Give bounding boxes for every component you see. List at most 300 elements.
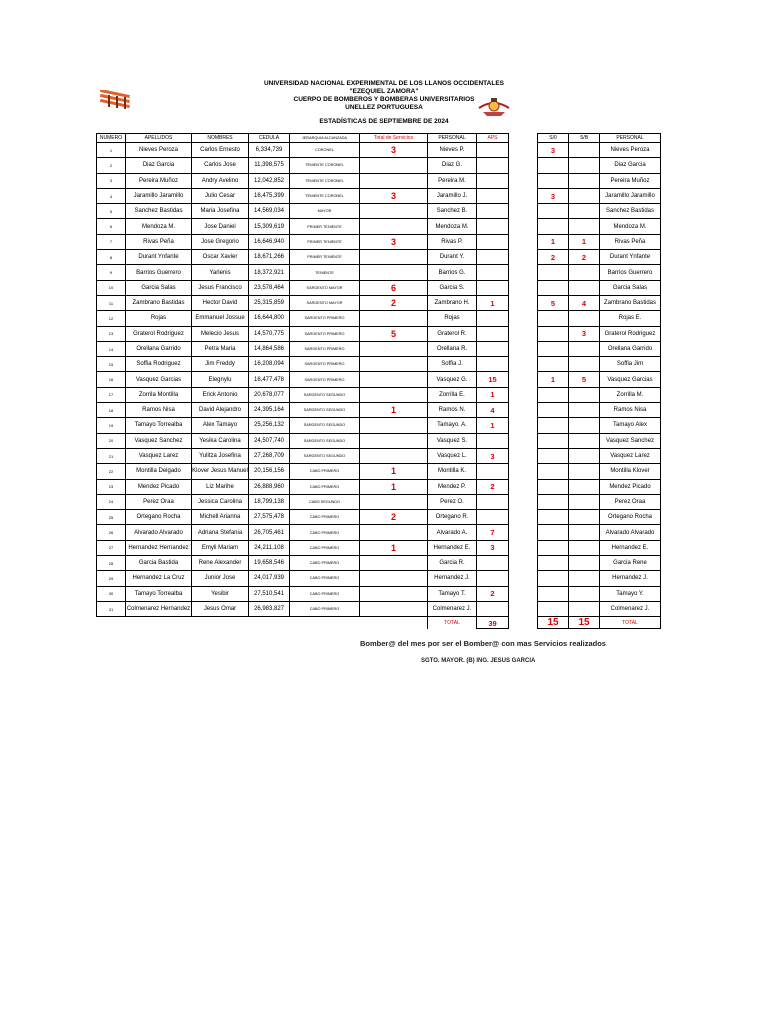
row-nombres: Maria Josefina: [192, 204, 249, 219]
side-total-sb: 15: [569, 617, 600, 629]
table-row: [97, 219, 509, 234]
side-personal: Orellana Garrido: [600, 341, 661, 356]
row-cedula: 16,208,094: [249, 357, 290, 372]
side-row: [538, 403, 661, 418]
row-nombres: Jesus Omar: [192, 601, 249, 616]
side-row: [538, 571, 661, 586]
row-nombres: Erick Antonio: [192, 387, 249, 402]
row-personal: Mendez P.: [428, 479, 477, 494]
row-apellidos: Rivas Peña: [126, 234, 192, 249]
side-so: 1: [538, 234, 569, 249]
side-sb: [569, 479, 600, 494]
row-aps: 3: [477, 540, 509, 555]
row-apellidos: Colmenarez Hernandez: [126, 601, 192, 616]
table-row: [97, 250, 509, 265]
row-aps: [477, 571, 509, 586]
side-personal: Zorrilla M.: [600, 387, 661, 402]
row-personal: Tamayo T.: [428, 586, 477, 601]
side-sb: [569, 448, 600, 463]
row-number: 29: [97, 571, 126, 586]
row-personal: Jaramillo J.: [428, 188, 477, 203]
row-apellidos: Tamayo Torrealba: [126, 418, 192, 433]
row-personal: Zambrano H.: [428, 295, 477, 310]
row-total-servicios: [360, 158, 428, 173]
table-row: [97, 403, 509, 418]
side-sb: [569, 265, 600, 280]
row-nombres: Jesus Francisco: [192, 280, 249, 295]
side-row: [538, 525, 661, 540]
row-cedula: 18,799,138: [249, 494, 290, 509]
row-jerarquia: TENIENTE CORONEL: [290, 188, 360, 203]
row-apellidos: Rojas: [126, 311, 192, 326]
side-personal: Rojas E.: [600, 311, 661, 326]
row-personal: Rojas: [428, 311, 477, 326]
table-row: [97, 494, 509, 509]
row-cedula: 12,042,852: [249, 173, 290, 188]
row-jerarquia: CORONEL: [290, 143, 360, 158]
side-so: [538, 464, 569, 479]
row-aps: [477, 204, 509, 219]
side-so: [538, 601, 569, 616]
row-total-servicios: [360, 433, 428, 448]
table-row: [97, 265, 509, 280]
side-row: [538, 479, 661, 494]
row-jerarquia: CABO PRIMERO: [290, 525, 360, 540]
row-number: 21: [97, 448, 126, 463]
row-aps: [477, 464, 509, 479]
row-total-servicios: 1: [360, 464, 428, 479]
row-jerarquia: PRIMER TENIENTE: [290, 234, 360, 249]
empty-cell: [192, 617, 249, 629]
row-cedula: 16,646,940: [249, 234, 290, 249]
row-cedula: 26,705,461: [249, 525, 290, 540]
row-nombres: Julio Cesar: [192, 188, 249, 203]
row-total-servicios: 5: [360, 326, 428, 341]
side-row: [538, 372, 661, 387]
table-row: [97, 280, 509, 295]
col-header-numero: NUMERO: [97, 134, 126, 143]
row-jerarquia: CABO PRIMERO: [290, 571, 360, 586]
row-cedula: 14,570,775: [249, 326, 290, 341]
row-cedula: 19,658,546: [249, 556, 290, 571]
row-cedula: 15,309,619: [249, 219, 290, 234]
row-cedula: 27,510,541: [249, 586, 290, 601]
row-number: 10: [97, 280, 126, 295]
side-so: 3: [538, 143, 569, 158]
side-row: [538, 433, 661, 448]
side-sb: [569, 494, 600, 509]
row-apellidos: Jaramillo Jaramillo: [126, 188, 192, 203]
side-sb: [569, 143, 600, 158]
row-jerarquia: SARGENTO PRIMERO: [290, 311, 360, 326]
side-personal: Vasquez Sanchez: [600, 433, 661, 448]
side-row: [538, 464, 661, 479]
row-total-servicios: 3: [360, 234, 428, 249]
side-so: [538, 540, 569, 555]
row-nombres: Liz Marihe: [192, 479, 249, 494]
side-personal: Tamayo Y.: [600, 586, 661, 601]
row-aps: [477, 250, 509, 265]
side-so: 3: [538, 188, 569, 203]
row-aps: [477, 311, 509, 326]
row-number: 31: [97, 601, 126, 616]
side-so: [538, 311, 569, 326]
side-row: [538, 295, 661, 310]
table-row: [97, 188, 509, 203]
row-total-servicios: 1: [360, 540, 428, 555]
row-number: 9: [97, 265, 126, 280]
side-sb: [569, 571, 600, 586]
row-aps: 3: [477, 448, 509, 463]
side-row: [538, 601, 661, 616]
side-so: [538, 158, 569, 173]
row-nombres: David Alejandro: [192, 403, 249, 418]
side-so: [538, 204, 569, 219]
fire-department-logo-icon: [98, 90, 134, 110]
row-aps: [477, 158, 509, 173]
table-row: [97, 341, 509, 356]
row-aps: [477, 601, 509, 616]
side-sb: [569, 311, 600, 326]
row-jerarquia: CABO PRIMERO: [290, 601, 360, 616]
row-nombres: Michell Arianna: [192, 510, 249, 525]
row-jerarquia: TENIENTE: [290, 265, 360, 280]
row-aps: 4: [477, 403, 509, 418]
row-nombres: Melecio Jesus: [192, 326, 249, 341]
row-nombres: Carlos Ernesto: [192, 143, 249, 158]
side-personal: Tamayo Alex: [600, 418, 661, 433]
row-total-servicios: [360, 601, 428, 616]
side-personal: Alvarado Alvarado: [600, 525, 661, 540]
side-sb: 1: [569, 234, 600, 249]
row-apellidos: Tamayo Torrealba: [126, 586, 192, 601]
row-nombres: Yulitza Josefina: [192, 448, 249, 463]
side-so: [538, 265, 569, 280]
row-aps: [477, 556, 509, 571]
row-number: 25: [97, 510, 126, 525]
row-cedula: 18,372,921: [249, 265, 290, 280]
row-jerarquia: SARGENTO SEGUNDO: [290, 403, 360, 418]
side-summary-table: [537, 133, 661, 629]
col-header-nombres: NOMBRES: [192, 134, 249, 143]
side-sb: [569, 556, 600, 571]
side-row: [538, 204, 661, 219]
row-personal: Graterol R.: [428, 326, 477, 341]
row-number: 4: [97, 188, 126, 203]
side-personal: Perez Oraa: [600, 494, 661, 509]
row-total-servicios: [360, 219, 428, 234]
side-personal: Pereira Muñoz: [600, 173, 661, 188]
side-sb: [569, 403, 600, 418]
row-personal: Diaz G.: [428, 158, 477, 173]
row-total-servicios: [360, 204, 428, 219]
side-row: [538, 173, 661, 188]
table-row: [97, 556, 509, 571]
side-row: [538, 250, 661, 265]
side-personal: Zambrano Bastidas: [600, 295, 661, 310]
side-sb: 3: [569, 326, 600, 341]
side-personal: Vasquez Garcias: [600, 372, 661, 387]
row-apellidos: Diaz Garcia: [126, 158, 192, 173]
total-row: [97, 617, 509, 629]
row-jerarquia: TENIENTE CORONEL: [290, 158, 360, 173]
row-personal: Garcia R.: [428, 556, 477, 571]
row-aps: [477, 357, 509, 372]
row-cedula: 24,395,164: [249, 403, 290, 418]
side-row: [538, 387, 661, 402]
row-apellidos: Ortegano Rocha: [126, 510, 192, 525]
row-number: 16: [97, 372, 126, 387]
side-so: 1: [538, 372, 569, 387]
row-aps: [477, 326, 509, 341]
row-apellidos: Zorrila Montilla: [126, 387, 192, 402]
row-total-servicios: 3: [360, 188, 428, 203]
row-cedula: 14,864,586: [249, 341, 290, 356]
row-jerarquia: SARGENTO SEGUNDO: [290, 433, 360, 448]
row-personal: Soffia J.: [428, 357, 477, 372]
empty-cell: [126, 617, 192, 629]
row-total-servicios: 1: [360, 479, 428, 494]
row-jerarquia: MAYOR: [290, 204, 360, 219]
side-sb: [569, 464, 600, 479]
row-number: 2: [97, 158, 126, 173]
row-aps: [477, 510, 509, 525]
col-header-jerarquia: JERARQUIA ALCANZADA: [290, 134, 360, 143]
side-row: [538, 280, 661, 295]
table-row: [97, 464, 509, 479]
side-so: [538, 357, 569, 372]
row-jerarquia: CABO PRIMERO: [290, 586, 360, 601]
table-row: [97, 387, 509, 402]
row-number: 6: [97, 219, 126, 234]
row-personal: Durant Y.: [428, 250, 477, 265]
total-aps: 39: [477, 617, 509, 629]
row-jerarquia: CABO PRIMERO: [290, 540, 360, 555]
side-row: [538, 326, 661, 341]
row-apellidos: Graterol Rodriguez: [126, 326, 192, 341]
side-sb: [569, 433, 600, 448]
side-sb: [569, 525, 600, 540]
row-number: 3: [97, 173, 126, 188]
side-row: [538, 357, 661, 372]
row-personal: Hernandez J.: [428, 571, 477, 586]
row-aps: 1: [477, 295, 509, 310]
side-so: [538, 433, 569, 448]
row-apellidos: Sanchez Bastidas: [126, 204, 192, 219]
table-row: [97, 295, 509, 310]
row-apellidos: Durant Ynfante: [126, 250, 192, 265]
table-row: [97, 433, 509, 448]
table-row: [97, 143, 509, 158]
side-row: [538, 265, 661, 280]
row-number: 12: [97, 311, 126, 326]
side-sb: [569, 357, 600, 372]
row-total-servicios: [360, 556, 428, 571]
row-aps: [477, 265, 509, 280]
row-total-servicios: [360, 311, 428, 326]
side-so: [538, 586, 569, 601]
side-sb: 4: [569, 295, 600, 310]
row-total-servicios: 2: [360, 295, 428, 310]
table-row: [97, 158, 509, 173]
side-sb: [569, 341, 600, 356]
row-total-servicios: [360, 341, 428, 356]
row-nombres: Petra Maria: [192, 341, 249, 356]
row-personal: Alvarado A.: [428, 525, 477, 540]
row-cedula: 24,017,939: [249, 571, 290, 586]
side-personal: Garcia Rene: [600, 556, 661, 571]
side-so: [538, 387, 569, 402]
row-cedula: 16,644,800: [249, 311, 290, 326]
side-row: [538, 510, 661, 525]
side-personal: Montilla Klover: [600, 464, 661, 479]
row-total-servicios: [360, 250, 428, 265]
row-total-servicios: 1: [360, 403, 428, 418]
row-personal: Zorrilla E.: [428, 387, 477, 402]
footer-note: Bomber@ del mes por ser el Bomber@ con mas Servicios realizados: [360, 639, 606, 648]
row-total-servicios: 2: [360, 510, 428, 525]
side-personal: Hernandez J.: [600, 571, 661, 586]
row-aps: [477, 341, 509, 356]
side-personal: Mendez Picado: [600, 479, 661, 494]
side-personal: Vasquez Larez: [600, 448, 661, 463]
row-nombres: Adriana Stefania: [192, 525, 249, 540]
side-personal: Soffia Jim: [600, 357, 661, 372]
side-so: [538, 341, 569, 356]
col-header-total-servicios: Total de Servicios: [360, 134, 428, 143]
side-sb: [569, 280, 600, 295]
row-apellidos: Soffia Rodriguez: [126, 357, 192, 372]
row-total-servicios: 3: [360, 143, 428, 158]
row-aps: [477, 143, 509, 158]
col-header-sb: S/B: [569, 134, 600, 143]
row-personal: Ramos N.: [428, 403, 477, 418]
side-sb: [569, 586, 600, 601]
row-apellidos: Montilla Delgado: [126, 464, 192, 479]
row-personal: Hernandez E.: [428, 540, 477, 555]
side-sb: 2: [569, 250, 600, 265]
row-apellidos: Barrios Guerrero: [126, 265, 192, 280]
row-jerarquia: CABO PRIMERO: [290, 479, 360, 494]
row-jerarquia: PRIMER TENIENTE: [290, 250, 360, 265]
side-so: [538, 173, 569, 188]
row-apellidos: Hernandez Hernandez: [126, 540, 192, 555]
row-nombres: Jose Daniel: [192, 219, 249, 234]
row-jerarquia: CABO SEGUNDO: [290, 494, 360, 509]
row-apellidos: Ramos Nisa: [126, 403, 192, 418]
side-personal: Jaramillo Jaramillo: [600, 188, 661, 203]
row-personal: Perez O.: [428, 494, 477, 509]
row-apellidos: Hernandez La Cruz: [126, 571, 192, 586]
report-title: ESTADÍSTICAS DE SEPTIEMBRE DE 2024: [319, 118, 449, 125]
row-number: 19: [97, 418, 126, 433]
row-jerarquia: CABO PRIMERO: [290, 510, 360, 525]
side-so: [538, 479, 569, 494]
row-total-servicios: 6: [360, 280, 428, 295]
row-aps: [477, 494, 509, 509]
side-row: [538, 494, 661, 509]
side-personal: Mendoza M.: [600, 219, 661, 234]
side-personal: Garcia Salas: [600, 280, 661, 295]
table-row: [97, 525, 509, 540]
row-apellidos: Vasquez Garcias: [126, 372, 192, 387]
table-row: [97, 571, 509, 586]
side-row: [538, 311, 661, 326]
side-row: [538, 556, 661, 571]
row-personal: Colmenarez J.: [428, 601, 477, 616]
side-row: [538, 586, 661, 601]
side-personal: Colmenarez J.: [600, 601, 661, 616]
row-aps: [477, 234, 509, 249]
row-nombres: Elegnylu: [192, 372, 249, 387]
row-personal: Ortegano R.: [428, 510, 477, 525]
row-jerarquia: CABO PRIMERO: [290, 464, 360, 479]
row-nombres: Klover Jesus Manuel: [192, 464, 249, 479]
row-jerarquia: PRIMER TENIENTE: [290, 219, 360, 234]
table-row: [97, 372, 509, 387]
side-row: [538, 540, 661, 555]
row-personal: Sanchez B.: [428, 204, 477, 219]
row-jerarquia: CABO PRIMERO: [290, 556, 360, 571]
row-total-servicios: [360, 571, 428, 586]
header-line-1: UNIVERSIDAD NACIONAL EXPERIMENTAL DE LOS LLANOS OCCIDENTALES: [263, 80, 505, 87]
row-number: 20: [97, 433, 126, 448]
side-sb: [569, 158, 600, 173]
row-total-servicios: [360, 448, 428, 463]
row-apellidos: Orellana Garrido: [126, 341, 192, 356]
row-aps: 7: [477, 525, 509, 540]
side-sb: 5: [569, 372, 600, 387]
col-header-personal: PERSONAL: [428, 134, 477, 143]
row-total-servicios: [360, 586, 428, 601]
row-apellidos: Alvarado Alvarado: [126, 525, 192, 540]
row-apellidos: Garcia Bastida: [126, 556, 192, 571]
row-cedula: 20,156,156: [249, 464, 290, 479]
row-jerarquia: TENIENTE CORONEL: [290, 173, 360, 188]
row-aps: 1: [477, 387, 509, 402]
row-aps: [477, 173, 509, 188]
side-so: [538, 219, 569, 234]
row-cedula: 6,334,739: [249, 143, 290, 158]
side-so: [538, 418, 569, 433]
side-sb: [569, 510, 600, 525]
row-aps: 2: [477, 586, 509, 601]
row-cedula: 18,671,266: [249, 250, 290, 265]
table-row: [97, 311, 509, 326]
row-personal: Mendoza M.: [428, 219, 477, 234]
row-cedula: 23,578,464: [249, 280, 290, 295]
row-personal: Tamayo. A.: [428, 418, 477, 433]
row-jerarquia: SARGENTO PRIMERO: [290, 341, 360, 356]
row-personal: Vasquez G.: [428, 372, 477, 387]
side-personal: Rivas Peña: [600, 234, 661, 249]
row-cedula: 25,315,859: [249, 295, 290, 310]
empty-cell: [249, 617, 290, 629]
row-jerarquia: SARGENTO PRIMERO: [290, 326, 360, 341]
row-nombres: Junior Jose: [192, 571, 249, 586]
side-sb: [569, 418, 600, 433]
empty-cell: [97, 617, 126, 629]
table-row: [97, 204, 509, 219]
side-total-label: TOTAL: [600, 617, 661, 629]
row-cedula: 24,211,108: [249, 540, 290, 555]
side-so: [538, 494, 569, 509]
row-nombres: Andry Avelino: [192, 173, 249, 188]
side-total-row: [538, 617, 661, 629]
row-cedula: 16,475,399: [249, 188, 290, 203]
row-total-servicios: [360, 387, 428, 402]
row-total-servicios: [360, 418, 428, 433]
